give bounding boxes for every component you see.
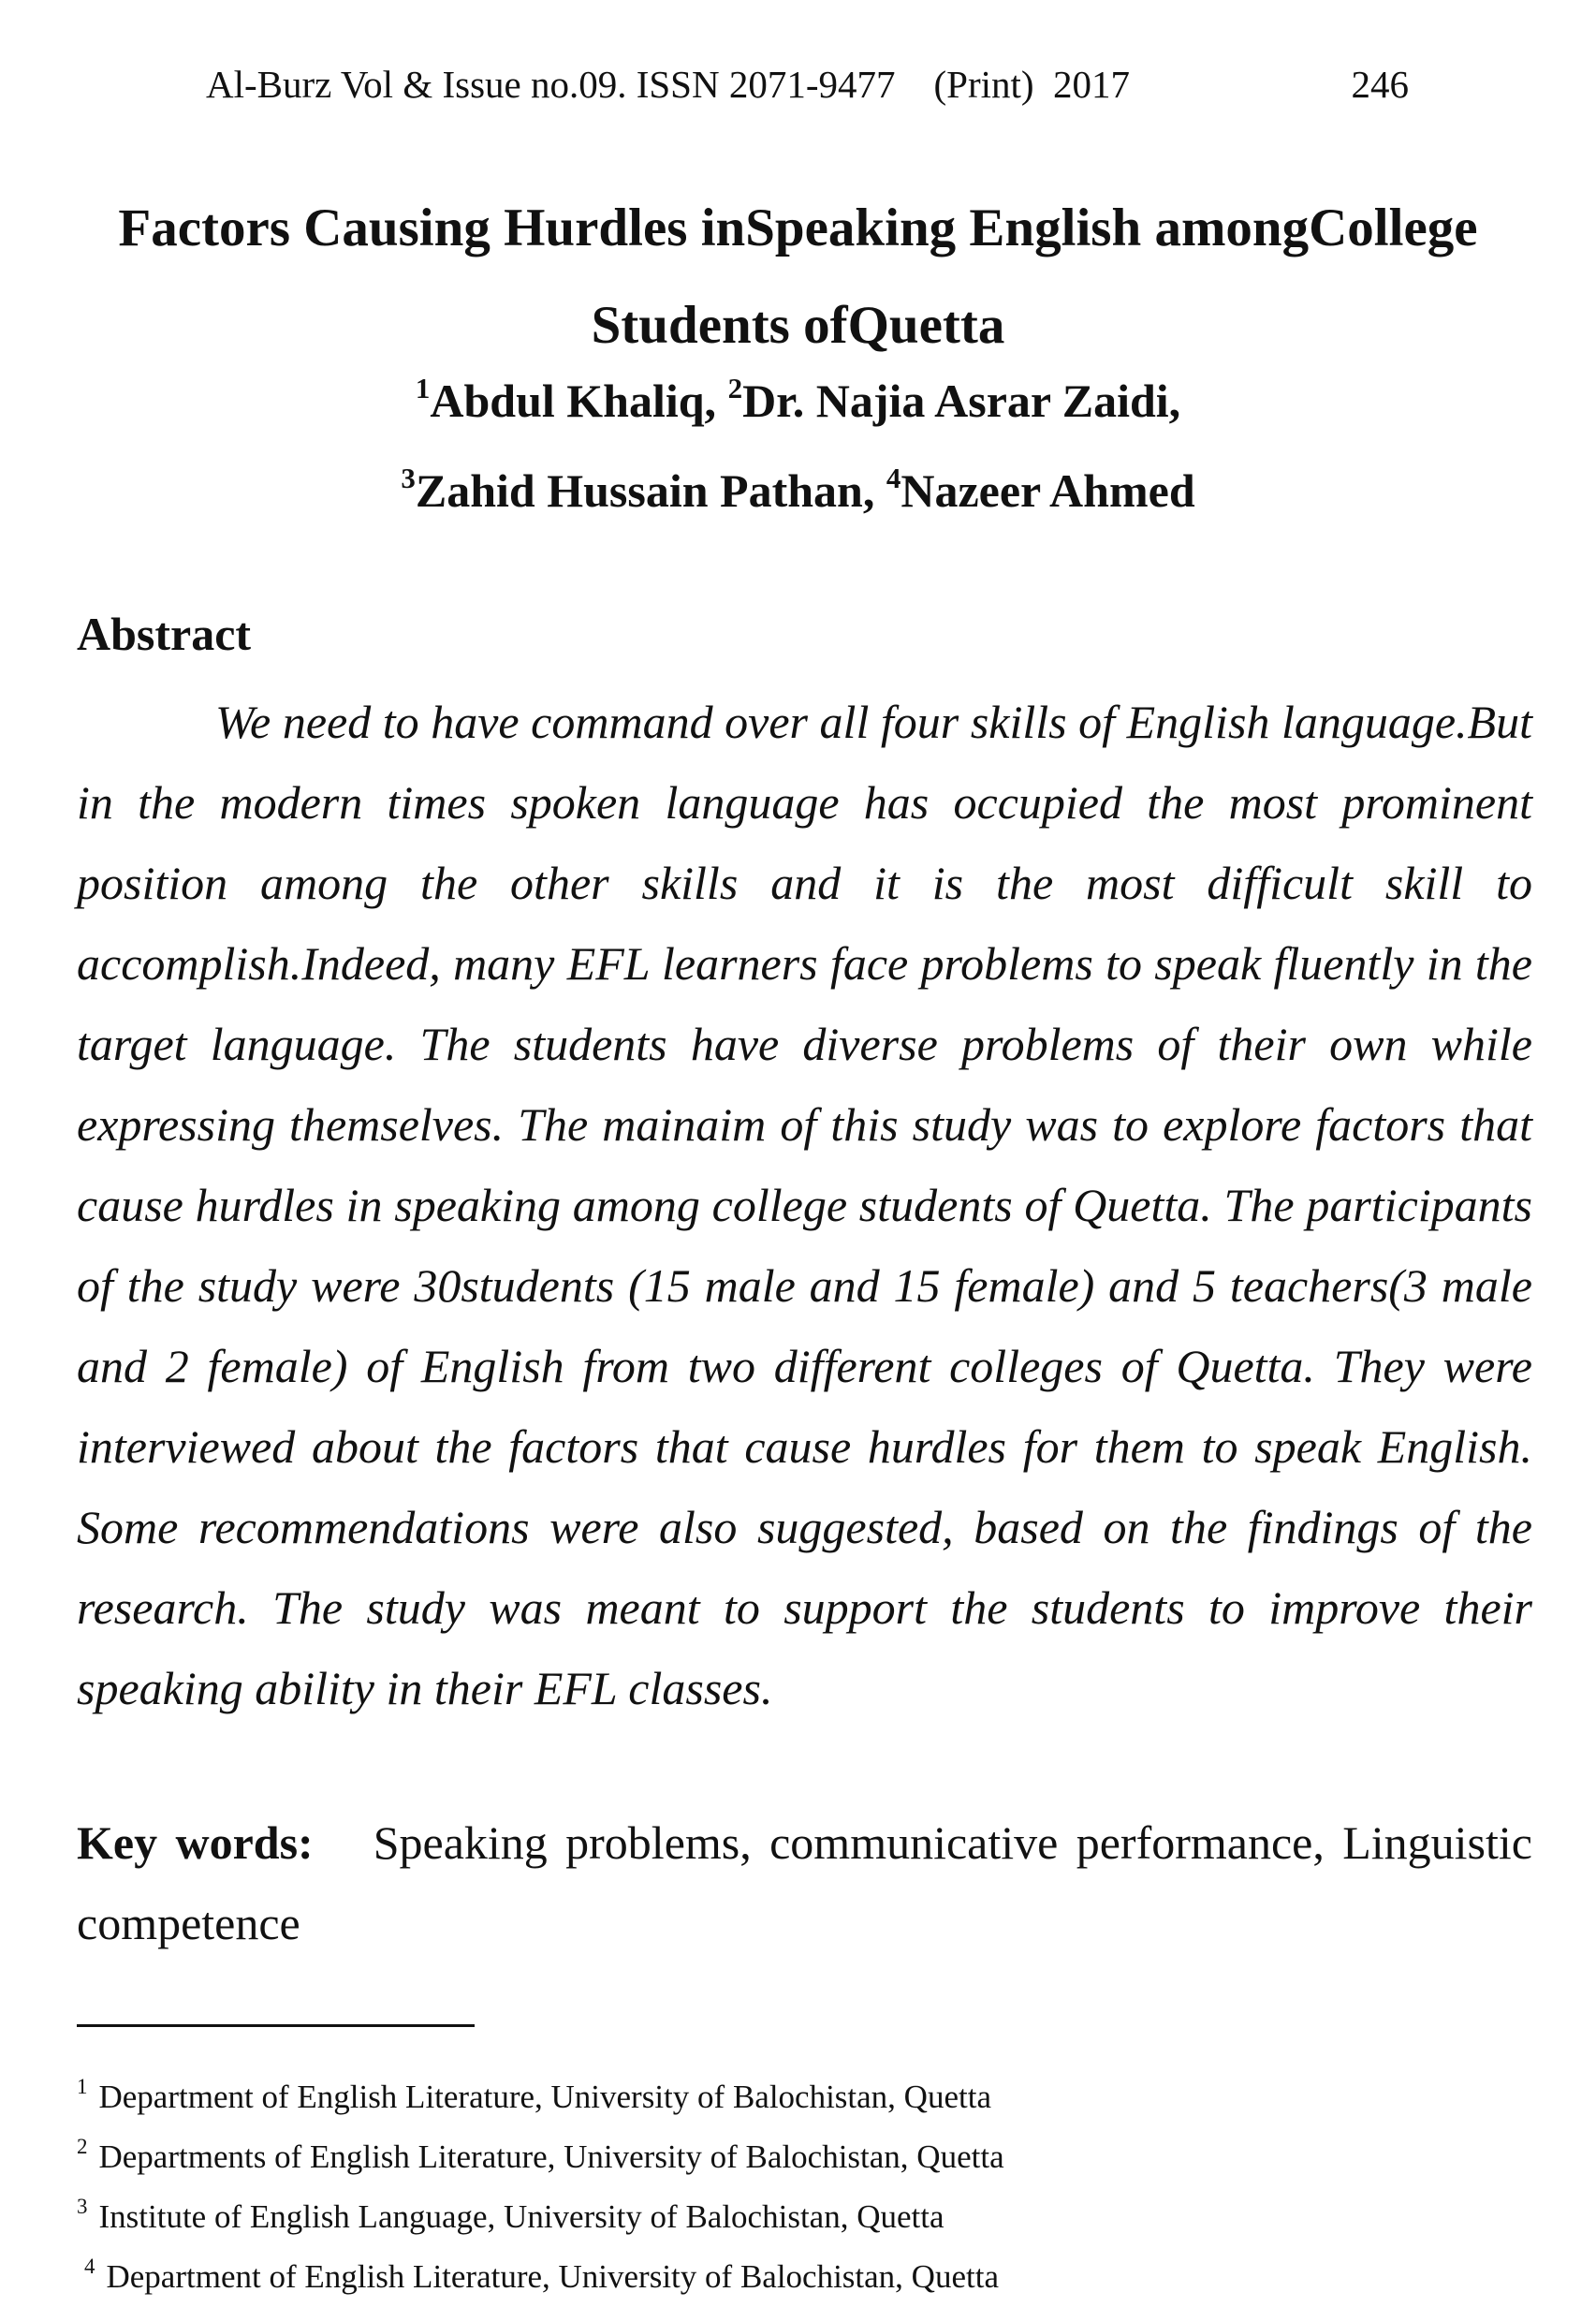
author-entry: [727, 372, 1181, 427]
author-marker: 1: [415, 372, 431, 404]
author-entry: [886, 464, 1195, 517]
footnote-text: Department of English Literature, University of Balochistan, Quetta: [106, 2258, 999, 2295]
author-line-2: [75, 446, 1521, 536]
author-entry: [415, 372, 717, 427]
title-line-2: Students ofQuetta: [591, 296, 1005, 355]
paper-title: [75, 180, 1521, 375]
author-list: [75, 356, 1521, 536]
abstract-text: We need to have command over all four skills of English language.But in the modern times spoken language has occupied the most prominent position among the other skills and it is the most difficult skill to accomplish.Indeed, many EFL learners face problems to speak fluently in the target language. The students have diverse problems of their own while expressing themselves. The mainaim of this study was to explore factors that cause hurdles in speaking among college students of Quetta. The participants of the study were 30students (15 male and 15 female) and 5 teachers(3 male and 2 female) of English from two different colleges of Quetta. They were interviewed about the factors that cause hurdles for them to speak English. Some recommendations were also suggested, based on the findings of the research. The study was meant to support the students to improve their speaking ability in their EFL classes.: [77, 696, 1532, 1714]
footnote-marker: 1: [77, 2075, 88, 2098]
footnote: [77, 2187, 1481, 2247]
footnote-divider: [77, 2024, 475, 2027]
author-marker: 4: [886, 462, 901, 494]
author-entry: [401, 464, 874, 517]
abstract-heading: Abstract: [77, 608, 252, 660]
author-line-1: [75, 356, 1521, 446]
page-number: 246: [1351, 63, 1409, 106]
footnote-marker: 4: [84, 2255, 95, 2278]
footnote-text: Department of English Literature, University of Balochistan, Quetta: [98, 2079, 991, 2115]
journal-info: Al-Burz Vol & Issue no.09. ISSN 2071-9477 (Print) 2017: [206, 63, 1131, 106]
footnote-marker: 3: [77, 2195, 88, 2218]
author-name: Abdul Khaliq,: [430, 375, 717, 427]
keywords-text: Speaking problems, communicative performance, Linguistic competence: [77, 1816, 1532, 1949]
footnote: [77, 2067, 1481, 2127]
title-line-1: Factors Causing Hurdles inSpeaking English amongCollege: [118, 198, 1478, 257]
author-name: Zahid Hussain Pathan,: [415, 464, 875, 517]
author-marker: 2: [727, 372, 743, 404]
keywords: [77, 1802, 1532, 1963]
footnote: [77, 2127, 1481, 2187]
author-name: Nazeer Ahmed: [900, 464, 1195, 517]
footnote-text: Departments of English Literature, University of Balochistan, Quetta: [98, 2138, 1004, 2175]
footnote: [77, 2247, 1481, 2307]
running-header: [206, 64, 1409, 106]
footnote-list: [77, 2067, 1481, 2307]
keywords-label: Key words:: [77, 1816, 314, 1869]
author-marker: 3: [401, 462, 416, 494]
footnote-marker: 2: [77, 2135, 88, 2158]
footnote-text: Institute of English Language, University of Balochistan, Quetta: [98, 2198, 944, 2235]
author-name: Dr. Najia Asrar Zaidi,: [742, 375, 1181, 427]
